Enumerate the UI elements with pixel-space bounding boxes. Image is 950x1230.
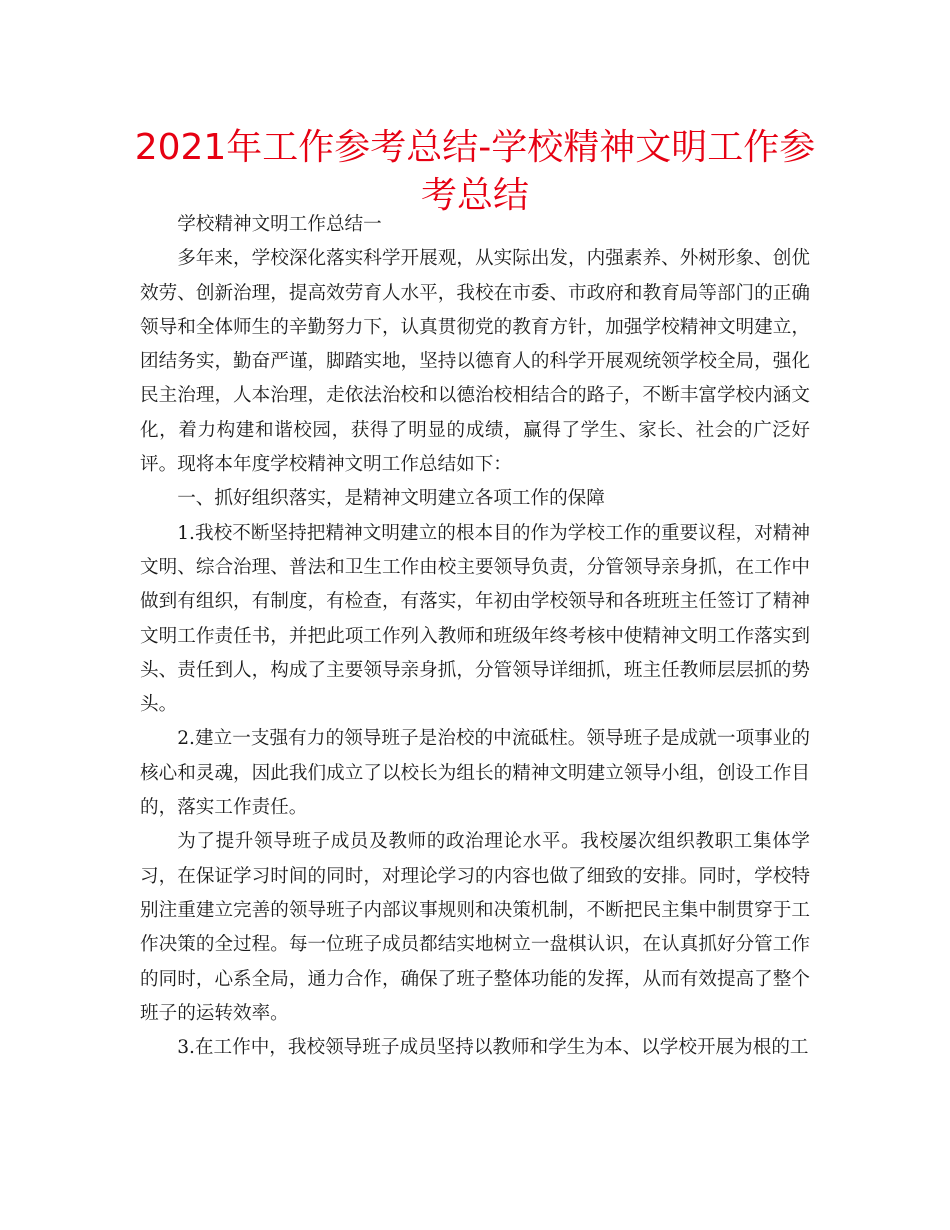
paragraph-leadership: 为了提升领导班子成员及教师的政治理论水平。我校屡次组织教职工集体学习，在保证学习时间的同时，对理论学习的内容也做了细致的安排。同时，学校特别注重建立完善的领导班子内部议事规则和决策机制，不断把民主集中制贯穿于工作决策的全过程。每一位班子成员都结实地树立一盘棋认识，在认真抓好分管工作的同时，心系全局，通力合作，确保了班子整体功能的发挥，从而有效提高了整个班子的运转效率。 — [140, 831, 810, 1024]
document-body — [140, 208, 810, 1065]
paragraph-section-heading: 学校精神文明工作总结一 — [177, 214, 382, 235]
paragraph-item-3: 3.在工作中，我校领导班子成员坚持以教师和学生为本、以学校开展为根的工 — [177, 1037, 809, 1059]
paragraph-item-2: 2.建立一支强有力的领导班子是治校的中流砥柱。领导班子是成就一项事业的核心和灵魂，因此我们成立了以校长为组长的精神文明建立领导小组，创设工作目的，落实工作责任。 — [140, 728, 810, 819]
paragraph-intro: 多年来，学校深化落实科学开展观，从实际出发，内强素养、外树形象、创优效劳、创新治理，提高效劳育人水平，我校在市委、市政府和教育局等部门的正确领导和全体师生的辛勤努力下，认真贯彻党的教育方针，加强学校精神文明建立，团结务实，勤奋严谨，脚踏实地，坚持以德育人的科学开展观统领学校全局，强化民主治理，人本治理，走依法治校和以德治校相结合的路子，不断丰富学校内涵文化，着力构建和谐校园，获得了明显的成绩，赢得了学生、家长、社会的广泛好评。现将本年度学校精神文明工作总结如下： — [140, 248, 810, 476]
paragraph-item-1: 1.我校不断坚持把精神文明建立的根本目的作为学校工作的重要议程，对精神文明、综合治理、普法和卫生工作由校主要领导负责，分管领导亲身抓，在工作中做到有组织，有制度，有检查，有落实，年初由学校领导和各班班主任签订了精神文明工作责任书，并把此项工作列入教师和班级年终考核中使精神文明工作落实到头、责任到人，构成了主要领导亲身抓，分管领导详细抓，班主任教师层层抓的势头。 — [140, 522, 810, 716]
document-title: 2021年工作参考总结-学校精神文明工作参考总结 — [134, 127, 816, 216]
paragraph-heading-one: 一、抓好组织落实，是精神文明建立各项工作的保障 — [177, 488, 605, 510]
